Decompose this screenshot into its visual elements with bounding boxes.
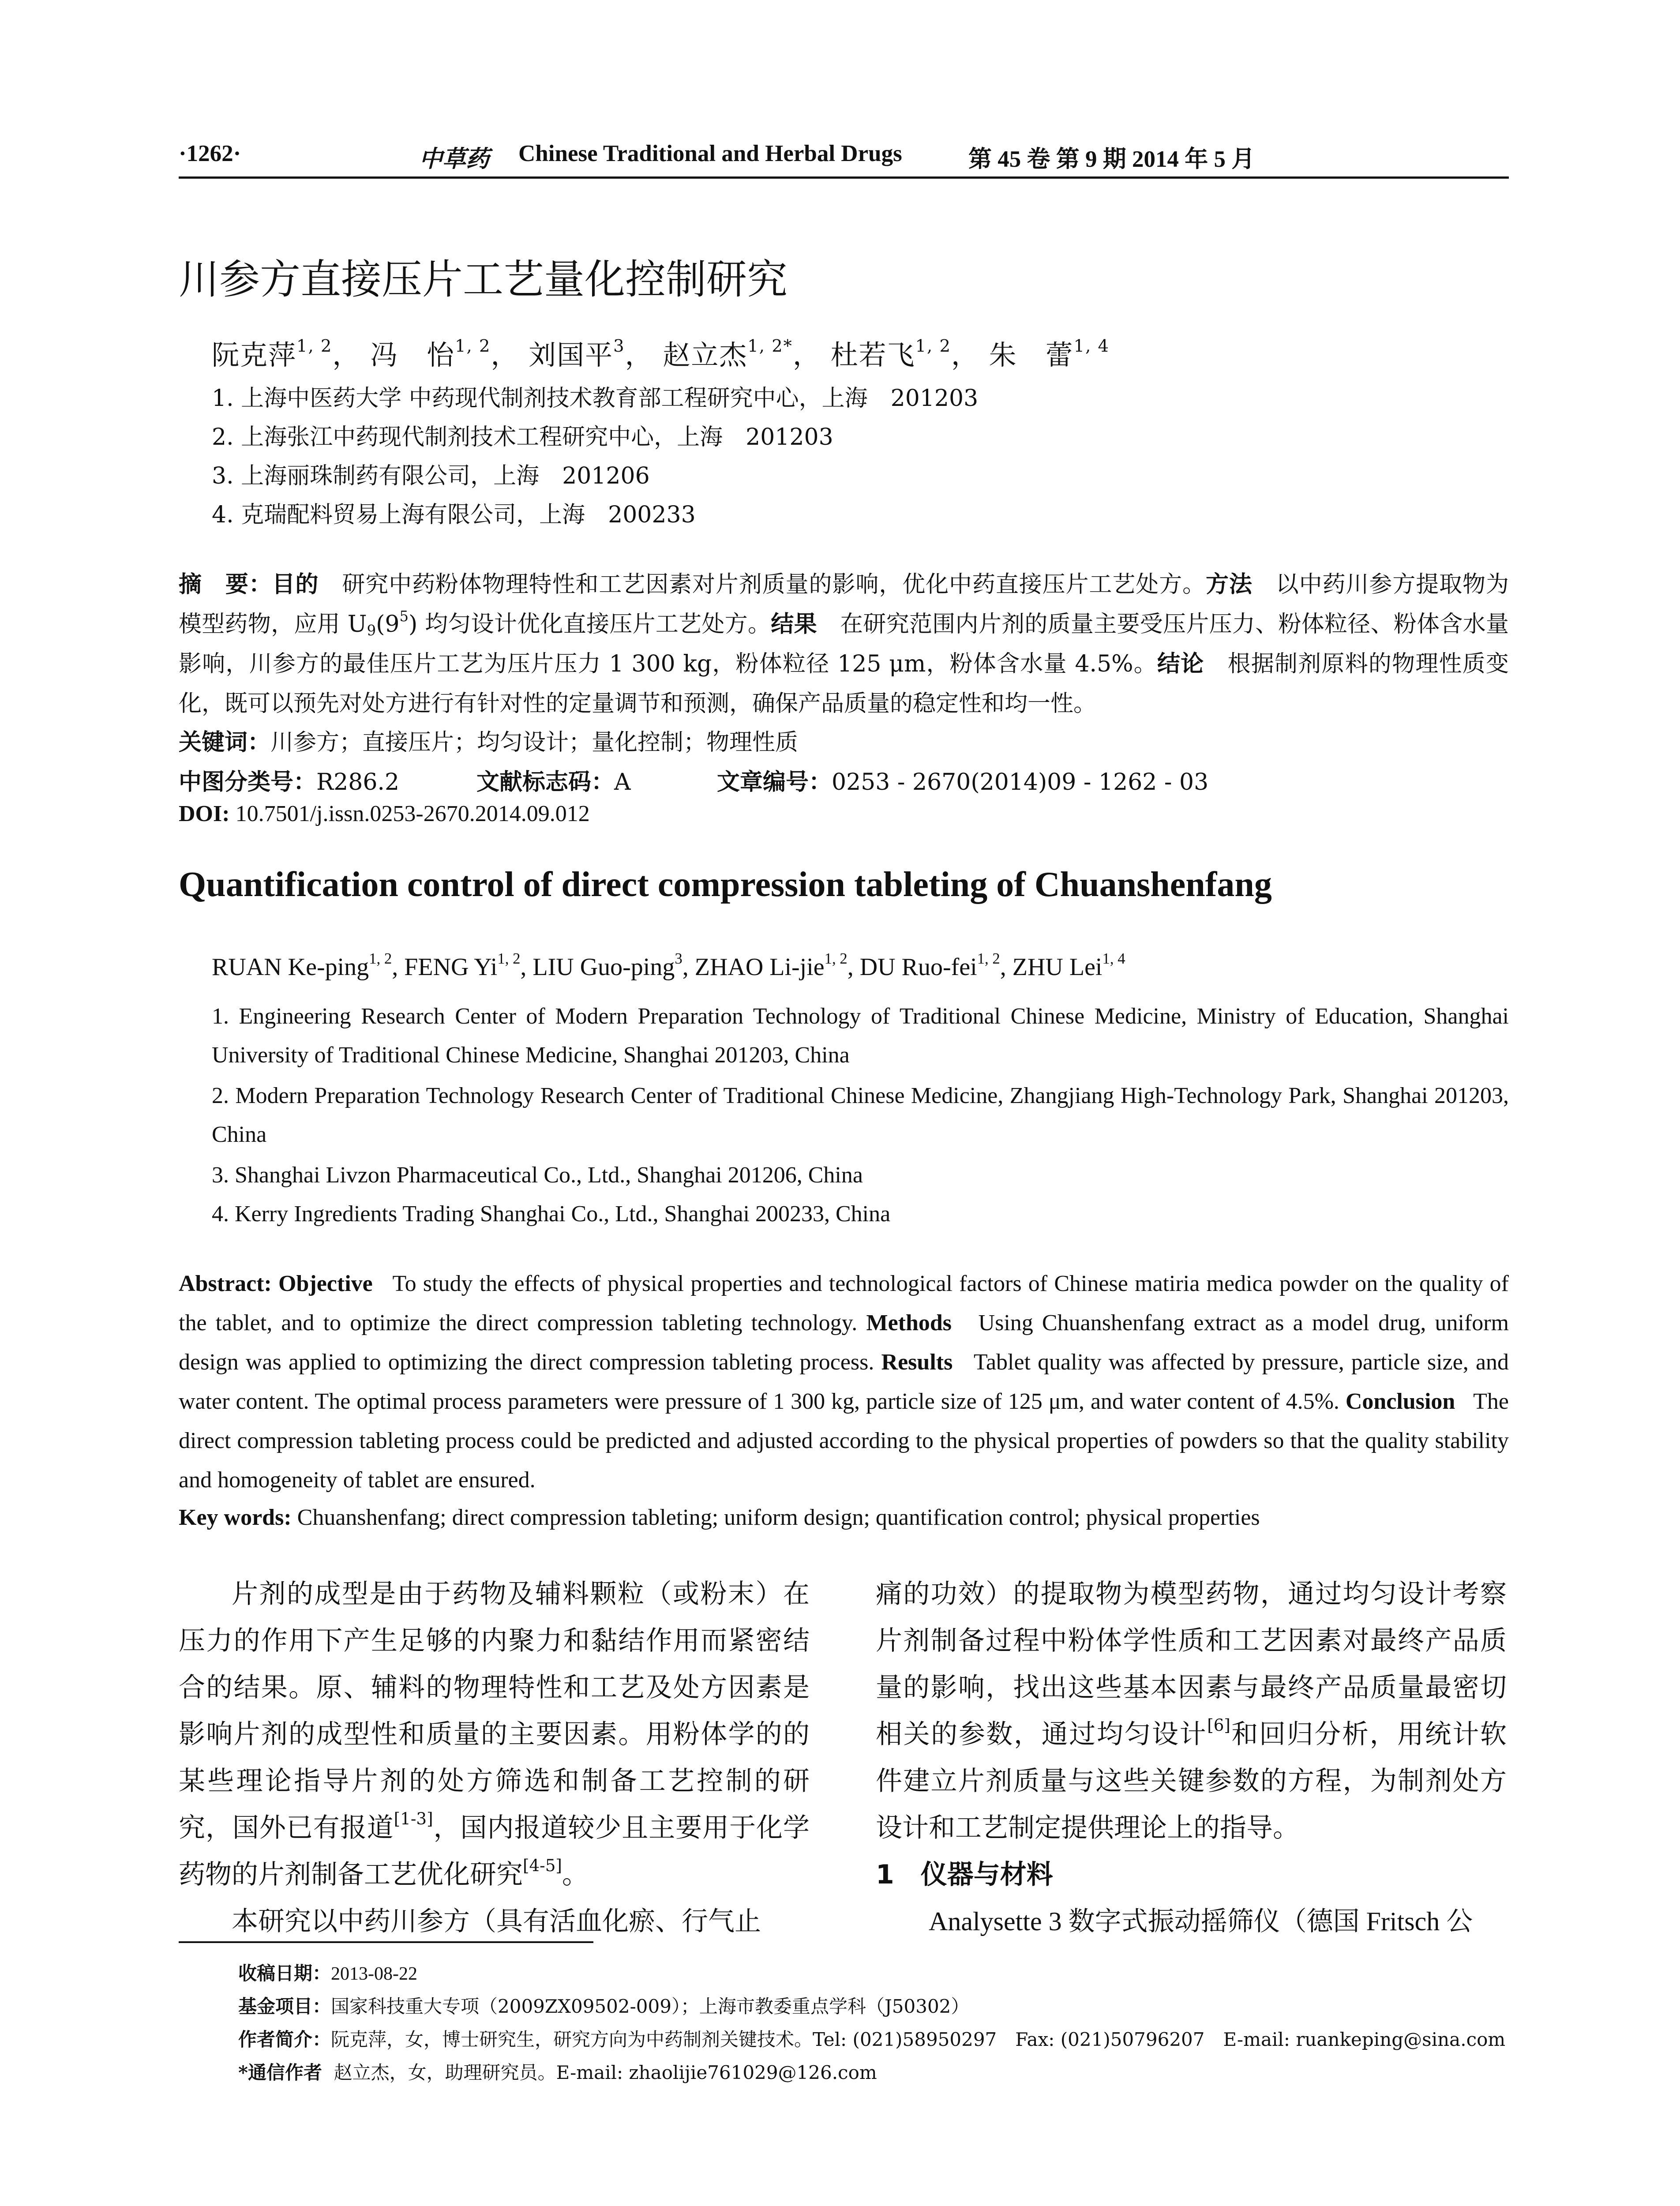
author-en: DU Ruo-fei [859,953,977,981]
objective-cn: 研究中药粉体物理特性和工艺因素对片剂质量的影响，优化中药直接压片工艺处方。 [342,571,1206,598]
body-text: 和回归分析，用统计软件建立片剂质量与这些关键参数的方程，为制剂处方设计和工艺制定提供理论上的指导。 [876,1719,1507,1843]
keywords-cn [179,724,798,757]
citation: [4-5] [523,1856,562,1876]
footnote-text: 阮克萍，女，博士研究生，研究方向为中药制剂关键技术。Tel: (021)58950297 Fax: (021)50796207 E-mail: ruankeping@sina.com [331,2029,1506,2050]
author-sup: 1, 2 [296,336,333,356]
body-paragraph [179,1571,810,1898]
footnote-label: 基金项目： [238,1996,331,2017]
methods-sub: 9 [367,622,376,639]
footnote-label: *通信作者 [238,2062,322,2083]
body-column-right [876,1571,1507,1945]
doc-value: A [614,769,631,795]
affiliation-cn: 4. 克瑞配料贸易上海有限公司，上海 200233 [212,502,696,528]
methods-label-en: Methods [866,1310,952,1336]
footnote-author [238,2025,1505,2052]
affiliation-en: 4. Kerry Ingredients Trading Shanghai Co., Ltd., Shanghai 200233, China [212,1201,891,1227]
body-paragraph: 本研究以中药川参方（具有活血化瘀、行气止 [232,1906,761,1937]
journal-issue: 第 45 卷 第 9 期 2014 年 5 月 [968,146,1255,172]
author-sup: 1, 4 [1102,949,1125,967]
author-en: ZHU Lei [1012,953,1102,981]
title-cn: 川参方直接压片工艺量化控制研究 [179,256,788,303]
footnote-rule [179,1941,593,1943]
author-sup: 1, 2 [915,336,951,356]
objective-label-cn: 目的 [272,571,319,598]
abstract-cn [179,565,1509,724]
author-en: ZHAO Li-jie [694,953,825,981]
methods-mid: (9 [376,611,400,638]
title-en: Quantification control of direct compression tableting of Chuanshenfang [179,865,1272,904]
footnote-text: 国家科技重大专项（2009ZX09502-009）；上海市教委重点学科（J50302） [331,1996,970,2017]
conclusion-cn: 根据制剂原料的物理性质变化，既可以预先对处方进行有针对性的定量调节和预测，确保产品质量的稳定性和均一性。 [179,651,1509,717]
methods-sup: 5 [399,608,409,625]
results-cn: 在研究范围内片剂的质量主要受压片压力、粉体粒径、粉体含水量影响，川参方的最佳压片工艺为压片压力 1 300 kg，粉体粒径 125 μm，粉体含水量 4.5%。 [179,611,1509,677]
abstract-en-label: Abstract: Objective [179,1271,373,1296]
author-cn: 阮克萍 [212,339,297,371]
keywords-cn-text: 川参方；直接压片；均匀设计；量化控制；物理性质 [270,729,799,756]
author-cn: 杜若飞 [830,339,915,371]
conclusion-en: The direct compression tableting process could be predicted and adjusted according to the physical properties of powders so that the quality stability and homogeneity of tablet are ensured. [179,1389,1509,1493]
doi-line [179,801,590,827]
footnote-label: 作者简介： [238,2029,331,2050]
results-label-cn: 结果 [771,611,817,638]
doi-label: DOI: [179,801,230,826]
author-sup: 1, 2 [455,336,491,356]
conclusion-label-en: Conclusion [1345,1389,1455,1414]
author-sup: 3 [613,336,625,356]
author-en: LIU Guo-ping [532,953,675,981]
abstract-cn-label: 摘 要： [179,571,272,598]
footnote-text: 2013-08-22 [331,1964,417,1984]
author-sup: 1, 2 [824,949,848,967]
header-rule [179,176,1509,179]
author-sup: 3 [675,949,682,967]
classification-line [179,763,399,796]
footnote-label: 收稿日期： [238,1962,331,1984]
author-en: FENG Yi [404,953,498,981]
journal-name-en: Chinese Traditional and Herbal Drugs [518,141,902,166]
author-cn: 刘国平 [529,339,614,371]
methods-cn: 以中药川参方提取物为模型药物，应用 U [179,571,1509,638]
author-sup: 1, 2 [497,949,521,967]
clc-value: R286.2 [316,769,400,795]
article-number [717,763,1208,796]
art-label: 文章编号： [717,769,832,795]
footnote-text: 赵立杰，女，助理研究员。E-mail: zhaolijie761029@126.com [334,2062,877,2083]
citation: [1-3] [394,1809,433,1829]
affiliation-cn: 3. 上海丽珠制药有限公司，上海 201206 [212,463,650,489]
author-cn: 赵立杰 [663,339,748,371]
footnote-received [238,1959,417,1985]
keywords-cn-label: 关键词： [179,729,271,756]
body-column-left [179,1571,810,1945]
author-sup: 1, 2 [369,949,392,967]
body-text: 痛的功效）的提取物为模型药物，通过均匀设计考察片剂制备过程中粉体学性质和工艺因素对最终产品质量的影响，找出这些基本因素与最终产品质量最密切相关的参数，通过均匀设计 [876,1579,1507,1750]
page-number: ·1262· [179,141,241,166]
journal-name-cn: 中草药 [419,146,489,173]
objective-en: To study the effects of physical properties and technological factors of Chinese matiria medica powder on the quality of the tablet, and to optimize the direct compression tableting technology. [179,1271,1509,1336]
citation: [6] [1207,1715,1230,1735]
art-value: 0253 - 2670(2014)09 - 1262 - 03 [832,769,1209,795]
section-heading: 1 仪器与材料 [876,1859,1053,1890]
conclusion-label-cn: 结论 [1157,650,1204,677]
methods-label-cn: 方法 [1206,571,1252,598]
keywords-en-text: Chuanshenfang; direct compression tableting; uniform design; quantification control; physical properties [297,1505,1260,1530]
author-sup: 1, 2 [977,949,1000,967]
results-en: Tablet quality was affected by pressure, particle size, and water content. The optimal process parameters were pressure of 1 300 kg, particle size of 125 μm, and water content of 4.5%. [179,1350,1509,1414]
results-label-en: Results [881,1350,953,1375]
authors-en: RUAN Ke-ping$^{1, 2}$, FENG Yi$^{1, 2}$, LIU Guo-ping$^3$, ZHAO Li-jie$^{1, 2}$, DU Ruo-fei$^{1, 2}$, ZHU Lei$^{1, 4}$ [212,949,1125,981]
doc-label: 文献标志码： [476,769,615,795]
running-header [179,140,1509,176]
author-en: RUAN Ke-ping [212,953,369,981]
abstract-en [179,1264,1509,1500]
footnote-corresponding [238,2058,877,2085]
authors-cn: 阮克萍$^{1, 2}$， 冯 怡$^{1, 2}$， 刘国平$^3$， 赵立杰$^{1, 2*}$， 杜若飞$^{1, 2}$， 朱 蕾$^{1, 4}$ [212,336,1110,371]
clc-label: 中图分类号： [179,769,317,795]
methods-en: Using Chuanshenfang extract as a model drug, uniform design was applied to optimizing the direct compression tableting process. [179,1310,1509,1375]
author-sup: 1, 2* [747,336,793,356]
body-paragraph: Analysette 3 数字式振动摇筛仪（德国 Fritsch 公 [929,1907,1473,1936]
body-text: 。 [562,1859,589,1890]
affiliation-en: 1. Engineering Research Center of Modern Preparation Technology of Traditional Chinese Medicine, Ministry of Education, Shanghai University of Traditional Chinese Medicine, Shanghai 201203, China [212,1004,1509,1068]
body-paragraph [876,1571,1507,1851]
affiliation-cn: 2. 上海张江中药现代制剂技术工程研究中心，上海 201203 [212,424,833,450]
author-cn: 冯 怡 [370,339,455,371]
author-sup: 1, 4 [1073,336,1110,356]
body-text: 片剂的成型是由于药物及辅料颗粒（或粉末）在压力的作用下产生足够的内聚力和黏结作用而紧密结合的结果。原、辅料的物理特性和工艺及处方因素是影响片剂的成型性和质量的主要因素。用粉体学的的某些理论指导片剂的处方筛选和制备工艺控制的研究，国外已有报道 [179,1579,810,1843]
doc-code [476,763,631,796]
affiliation-en: 3. Shanghai Livzon Pharmaceutical Co., Ltd., Shanghai 201206, China [212,1163,863,1188]
doi-value: 10.7501/j.issn.0253-2670.2014.09.012 [235,801,590,826]
keywords-en [179,1504,1509,1531]
affiliation-cn: 1. 上海中医药大学 中药现代制剂技术教育部工程研究中心，上海 201203 [212,385,979,412]
methods-post: ) 均匀设计优化直接压片工艺处方。 [409,611,771,638]
keywords-en-label: Key words: [179,1505,292,1530]
footnote-fund [238,1992,969,2018]
body-text: ，国内报道较少且主要用于化学药物的片剂制备工艺优化研究 [179,1812,810,1890]
affiliation-en: 2. Modern Preparation Technology Research Center of Traditional Chinese Medicine, Zhangjiang High-Technology Park, Shanghai 201203, China [212,1083,1509,1147]
author-cn: 朱 蕾 [989,339,1074,371]
